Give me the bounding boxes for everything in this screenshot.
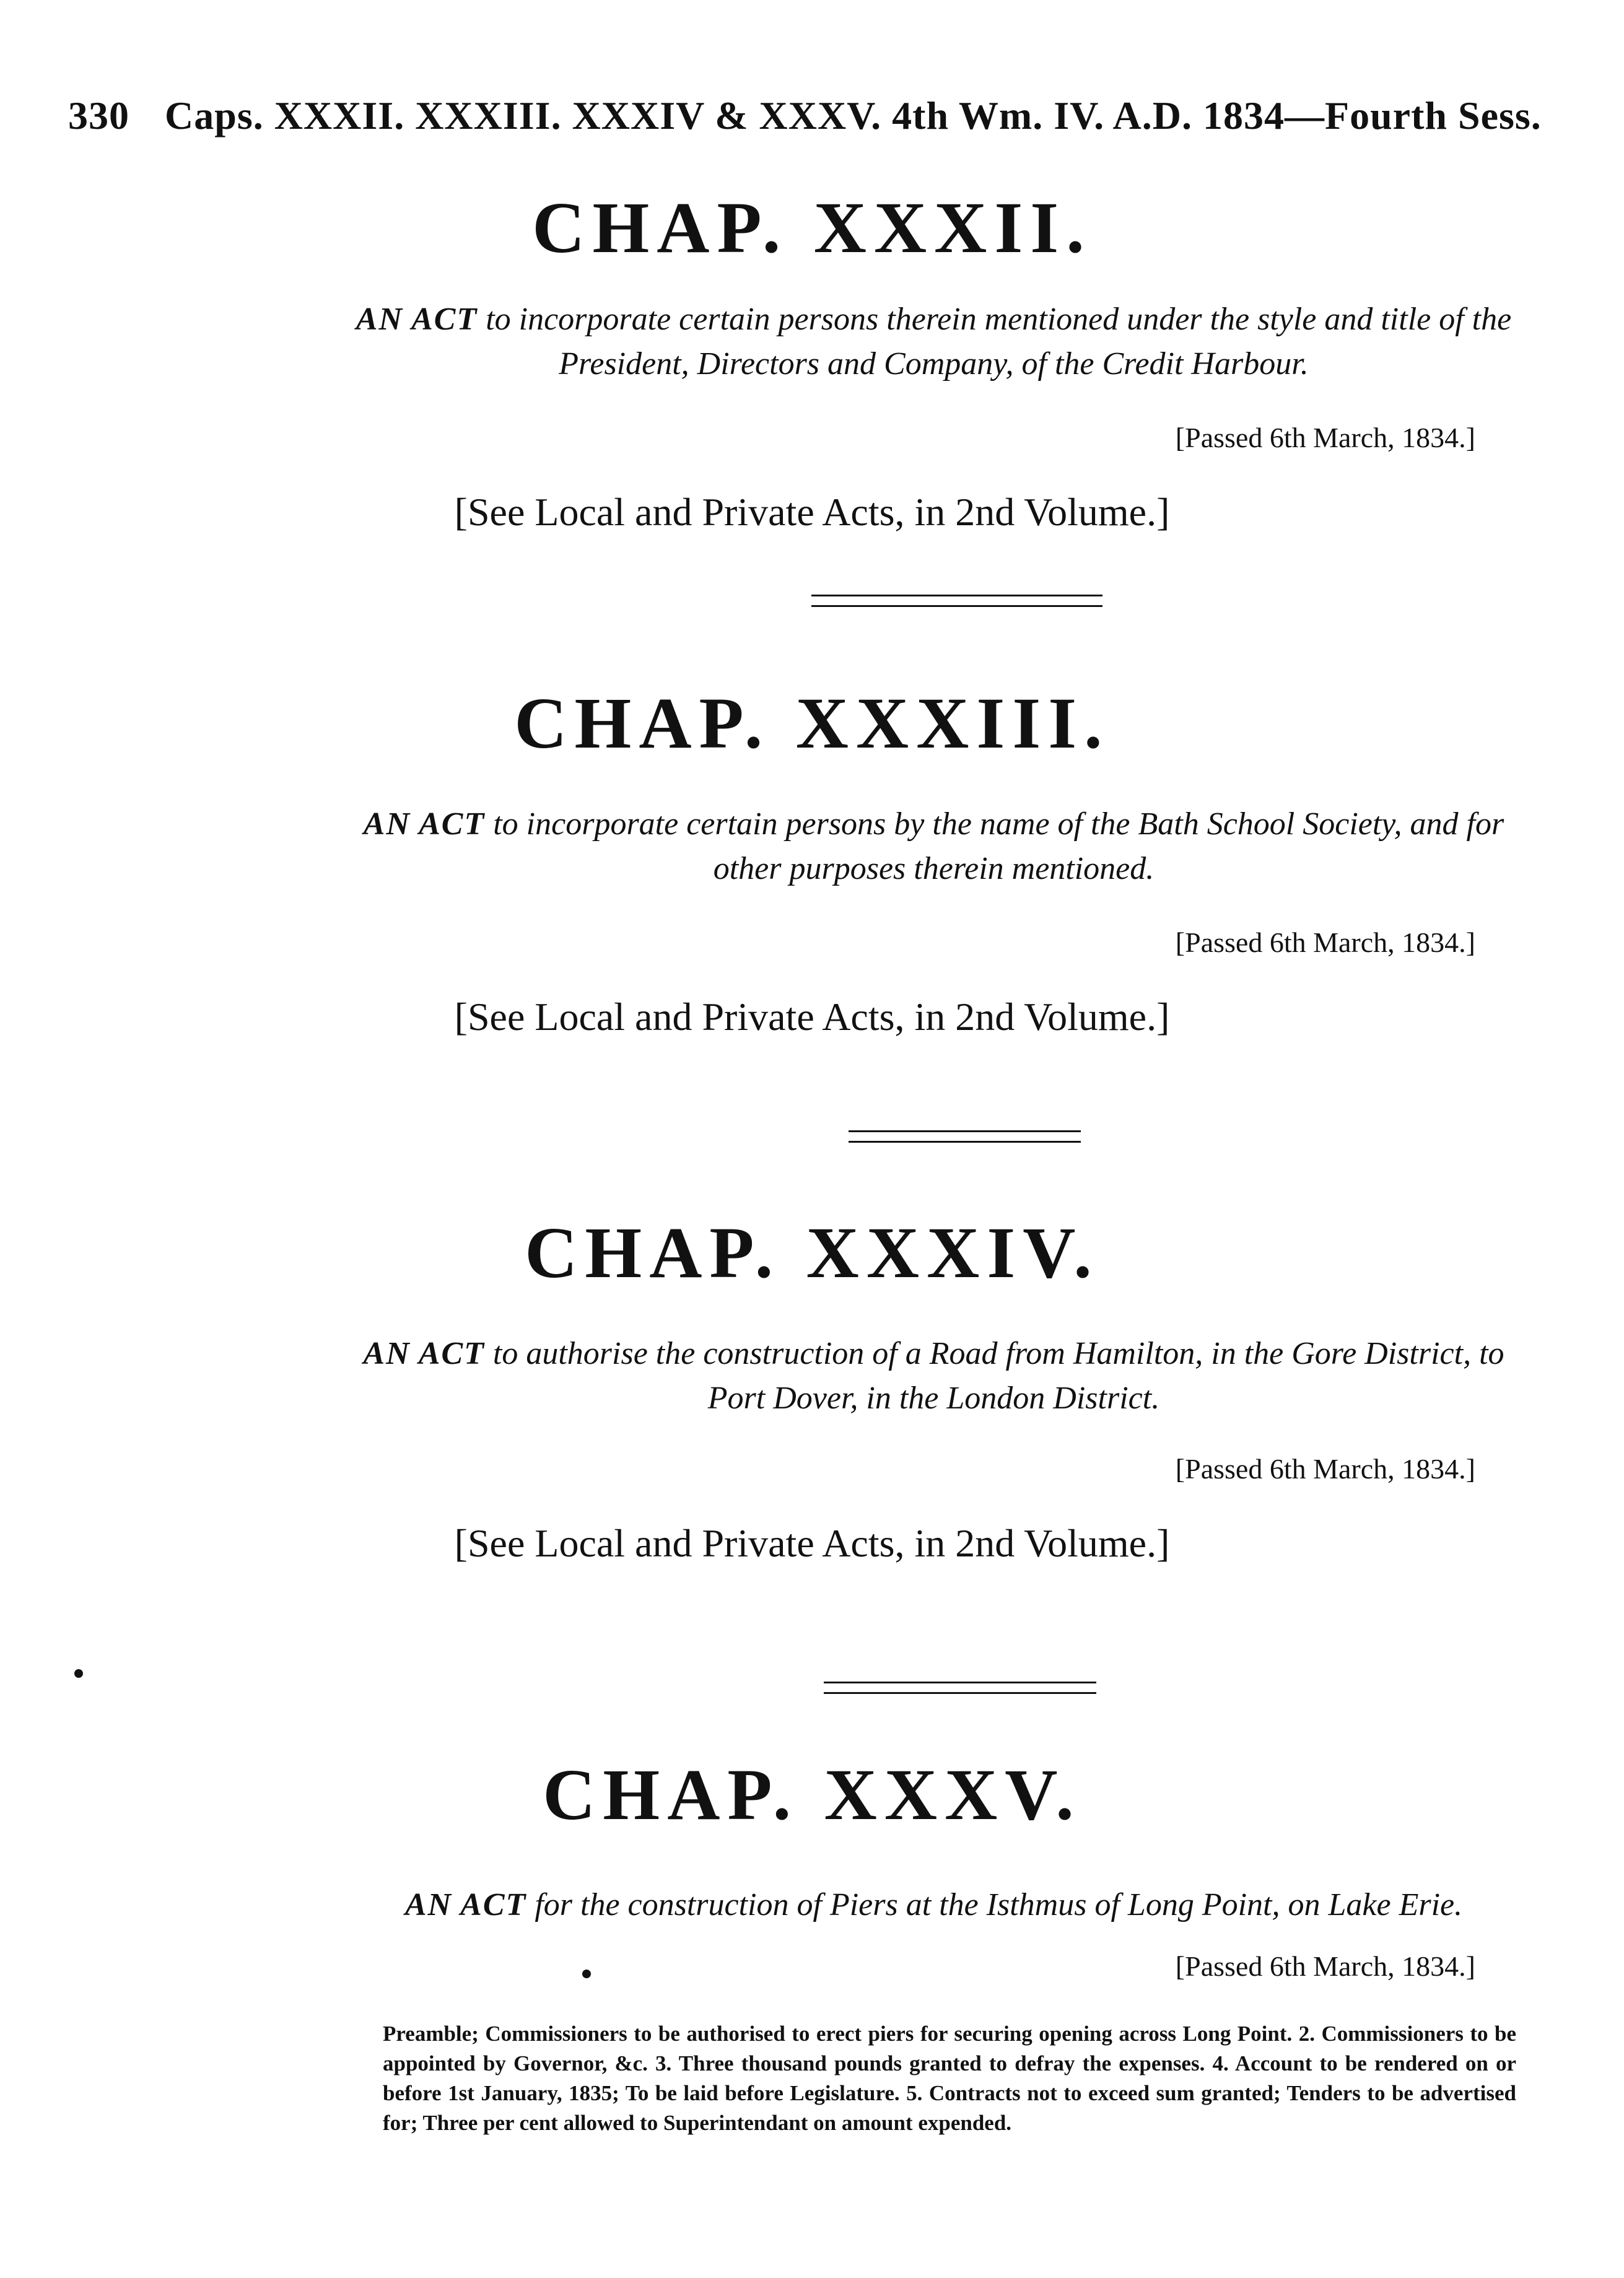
act-text: to authorise the construction of a Road from Hamilton, in the Gore District, to Port Dover, in the London District. bbox=[492, 1336, 1504, 1416]
chapter-32-passed: [Passed 6th March, 1834.] bbox=[1175, 422, 1475, 453]
act-lead: AN ACT bbox=[356, 302, 478, 337]
act-lead: AN ACT bbox=[363, 1336, 485, 1371]
marginal-notes: Preamble; Commissioners to be authorised to erect piers for securing opening across Long Point. 2. Commissioners to be appointed by Governor, &c. 3. Three thousand pounds granted to defray the expenses. 4. Account to be rendered on or before 1st January, 1835; To be laid before Legislature. 5. Contracts not to exceed sum granted; Tenders to be advertised for; Three per cent allowed to Superintendant on amount expended. bbox=[383, 2022, 1516, 2135]
act-text: to incorporate certain persons therein mentioned under the style and title of the President, Directors and Company, of the Credit Harbour. bbox=[486, 302, 1512, 382]
act-lead: AN ACT bbox=[363, 806, 486, 842]
scan-speck bbox=[582, 1970, 591, 1978]
act-text: for the construction of Piers at the Isthmus of Long Point, on Lake Erie. bbox=[535, 1887, 1463, 1922]
chapter-32-title: CHAP. XXXII. bbox=[532, 187, 1092, 268]
chapter-34-see-note: [See Local and Private Acts, in 2nd Volume.] bbox=[454, 1521, 1170, 1565]
chapter-33-title: CHAP. XXXIII. bbox=[514, 683, 1110, 764]
section-rule bbox=[811, 595, 1102, 607]
act-lead: AN ACT bbox=[404, 1887, 527, 1922]
chapter-35-act bbox=[338, 1883, 1530, 1927]
chapter-32-see-note: [See Local and Private Acts, in 2nd Volume.] bbox=[454, 490, 1170, 534]
chapter-34-act bbox=[338, 1332, 1530, 1421]
act-text: to incorporate certain persons by the name of the Bath School Society, and for other purposes therein mentioned. bbox=[493, 806, 1504, 886]
chapter-35-passed: [Passed 6th March, 1834.] bbox=[1175, 1950, 1475, 1982]
chapter-34-title: CHAP. XXXIV. bbox=[525, 1212, 1099, 1293]
chapter-32-act bbox=[338, 297, 1530, 386]
running-head bbox=[68, 93, 1567, 139]
chapter-33-passed: [Passed 6th March, 1834.] bbox=[1175, 927, 1475, 958]
scan-speck bbox=[74, 1669, 83, 1678]
section-rule bbox=[824, 1682, 1096, 1694]
chapter-34-passed: [Passed 6th March, 1834.] bbox=[1175, 1453, 1475, 1485]
page-number: 330 bbox=[68, 94, 129, 137]
section-rule bbox=[849, 1130, 1081, 1143]
running-head-text: Caps. XXXII. XXXIII. XXXIV & XXXV. 4th Wm. IV. A.D. 1834—Fourth Sess. bbox=[165, 94, 1542, 137]
chapter-33-see-note: [See Local and Private Acts, in 2nd Volume.] bbox=[454, 995, 1170, 1039]
chapter-35-title: CHAP. XXXV. bbox=[543, 1754, 1081, 1835]
chapter-33-act bbox=[338, 802, 1530, 891]
